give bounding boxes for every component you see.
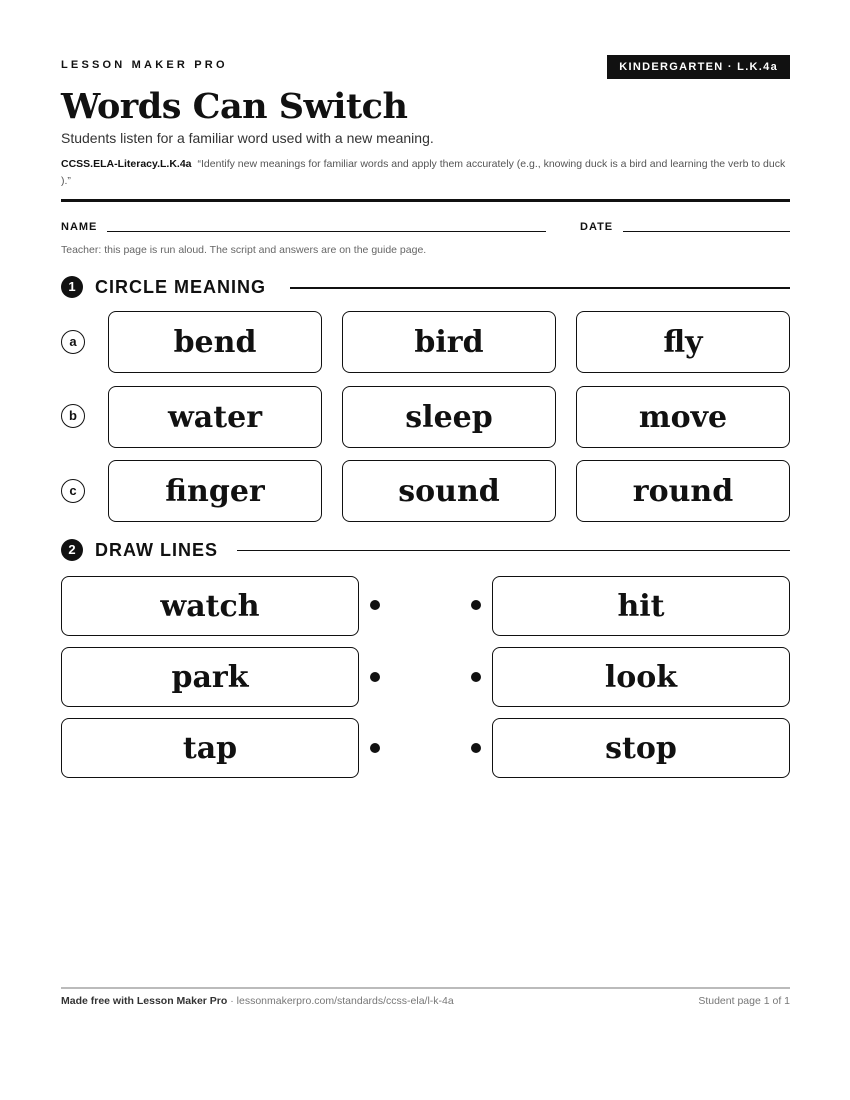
match-right-look[interactable]: look [492, 647, 790, 707]
match-right-hit[interactable]: hit [492, 576, 790, 636]
grade-badge: KINDERGARTEN · L.K.4a [607, 55, 790, 79]
word-card-water[interactable]: water [108, 386, 322, 448]
word-card-bend[interactable]: bend [108, 311, 322, 373]
match-left-dot[interactable] [370, 743, 380, 753]
word-card-finger[interactable]: finger [108, 460, 322, 522]
word-card-round[interactable]: round [576, 460, 790, 522]
standard-text: “Identify new meanings for familiar words and apply them accurately (e.g., knowing duck is a bird and learning the verb to duck ).” [61, 158, 786, 187]
standard-description [61, 156, 790, 190]
word-card-bird[interactable]: bird [342, 311, 556, 373]
header-divider [61, 199, 790, 202]
match-left-dot[interactable] [370, 672, 380, 682]
footer-page-info: Student page 1 of 1 [698, 995, 790, 1007]
teacher-note: Teacher: this page is run aloud. The script and answers are on the guide page. [61, 244, 427, 256]
word-card-sleep[interactable]: sleep [342, 386, 556, 448]
section-draw-lines-header [61, 539, 790, 563]
match-left-park[interactable]: park [61, 647, 359, 707]
name-field-line[interactable] [107, 231, 546, 232]
name-label: NAME [61, 221, 98, 233]
match-right-dot[interactable] [471, 600, 481, 610]
section-title: DRAW LINES [95, 540, 219, 560]
section-rule [290, 287, 790, 289]
match-right-stop[interactable]: stop [492, 718, 790, 778]
row-label-b: b [61, 404, 85, 428]
section-circle-meaning-header [61, 276, 790, 300]
match-left-watch[interactable]: watch [61, 576, 359, 636]
standard-code: CCSS.ELA-Literacy.L.K.4a [61, 158, 192, 170]
match-right-dot[interactable] [471, 672, 481, 682]
footer-credit [61, 995, 454, 1007]
row-label-c: c [61, 479, 85, 503]
match-left-dot[interactable] [370, 600, 380, 610]
row-label-a: a [61, 330, 85, 354]
section-title: CIRCLE MEANING [95, 277, 266, 297]
match-left-tap[interactable]: tap [61, 718, 359, 778]
section-rule [237, 550, 790, 551]
page-title: Words Can Switch [61, 86, 408, 127]
section-number: 1 [61, 276, 83, 298]
word-card-fly[interactable]: fly [576, 311, 790, 373]
worksheet-page [61, 0, 790, 1100]
match-right-dot[interactable] [471, 743, 481, 753]
date-label: DATE [580, 221, 614, 233]
brand-name: LESSON MAKER PRO [61, 59, 228, 71]
footer-url[interactable]: · lessonmakerpro.com/standards/ccss-ela/l-k-4a [230, 995, 454, 1007]
footer-divider [61, 987, 790, 989]
page-subtitle: Students listen for a familiar word used with a new meaning. [61, 130, 434, 146]
date-field-line[interactable] [623, 231, 790, 232]
word-card-sound[interactable]: sound [342, 460, 556, 522]
word-card-move[interactable]: move [576, 386, 790, 448]
footer-made-with: Made free with Lesson Maker Pro [61, 995, 228, 1007]
section-number: 2 [61, 539, 83, 561]
